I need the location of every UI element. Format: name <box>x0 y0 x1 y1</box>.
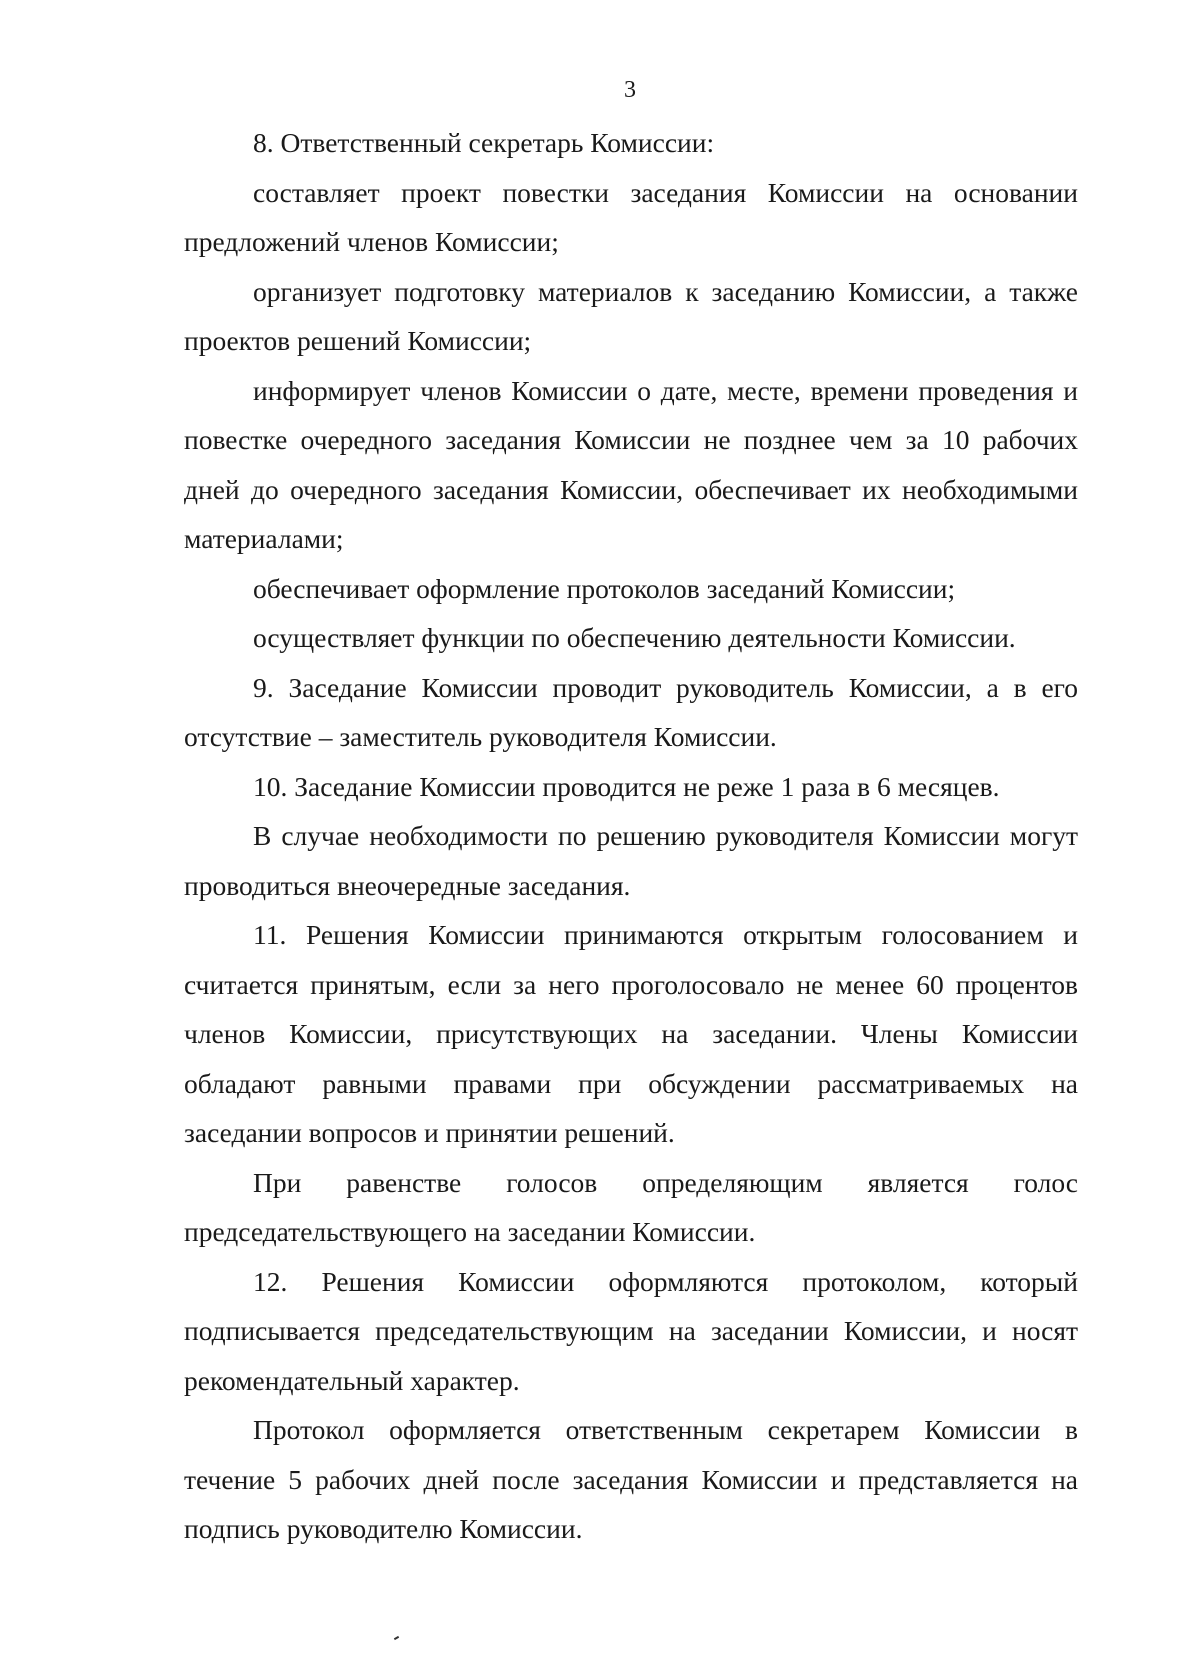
paragraph-10-extra: В случае необходимости по решению руководителя Комиссии могут проводиться внеочередные заседания. <box>184 820 1078 901</box>
paragraph-9: 9. Заседание Комиссии проводит руководитель Комиссии, а в его отсутствие – заместитель руководителя Комиссии. <box>184 671 1078 752</box>
paragraph-11-tie: При равенстве голосов определяющим является голос председательствующего на заседании Комиссии. <box>184 1166 1078 1247</box>
paragraph-11: 11. Решения Комиссии принимаются открытым голосованием и считается принятым, если за него проголосовало не менее 60 процентов членов Комиссии, присутствующих на заседании. Члены Комиссии обладают равными правами при обсуждении рассматриваемых на заседании вопросов и принятии решений. <box>184 919 1078 1148</box>
paragraph-8-item-2: организует подготовку материалов к заседанию Комиссии, а также проектов решений Комиссии; <box>184 275 1078 356</box>
document-body <box>184 118 1078 1554</box>
paragraph-8-item-3: информирует членов Комиссии о дате, месте, времени проведения и повестке очередного заседания Комиссии не позднее чем за 10 рабочих дней до очередного заседания Комиссии, обеспечивает их необходимыми материалами; <box>184 374 1078 554</box>
paragraph-12: 12. Решения Комиссии оформляются протоколом, который подписывается председательствующим на заседании Комиссии, и носят рекомендательный характер. <box>184 1265 1078 1396</box>
paragraph-8-item-5: осуществляет функции по обеспечению деятельности Комиссии. <box>253 622 1016 653</box>
scan-artifact <box>394 1636 399 1640</box>
page-number: 3 <box>624 77 636 103</box>
paragraph-8-item-1: составляет проект повестки заседания Комиссии на основании предложений членов Комиссии; <box>184 176 1078 257</box>
paragraph-12-protocol: Протокол оформляется ответственным секретарем Комиссии в течение 5 рабочих дней после заседания Комиссии и представляется на подпись руководителю Комиссии. <box>184 1414 1078 1544</box>
paragraph-8-item-4: обеспечивает оформление протоколов заседаний Комиссии; <box>253 572 956 604</box>
paragraph-10: 10. Заседание Комиссии проводится не реже 1 раза в 6 месяцев. <box>253 770 1000 802</box>
paragraph-8-heading: 8. Ответственный секретарь Комиссии: <box>253 127 715 158</box>
